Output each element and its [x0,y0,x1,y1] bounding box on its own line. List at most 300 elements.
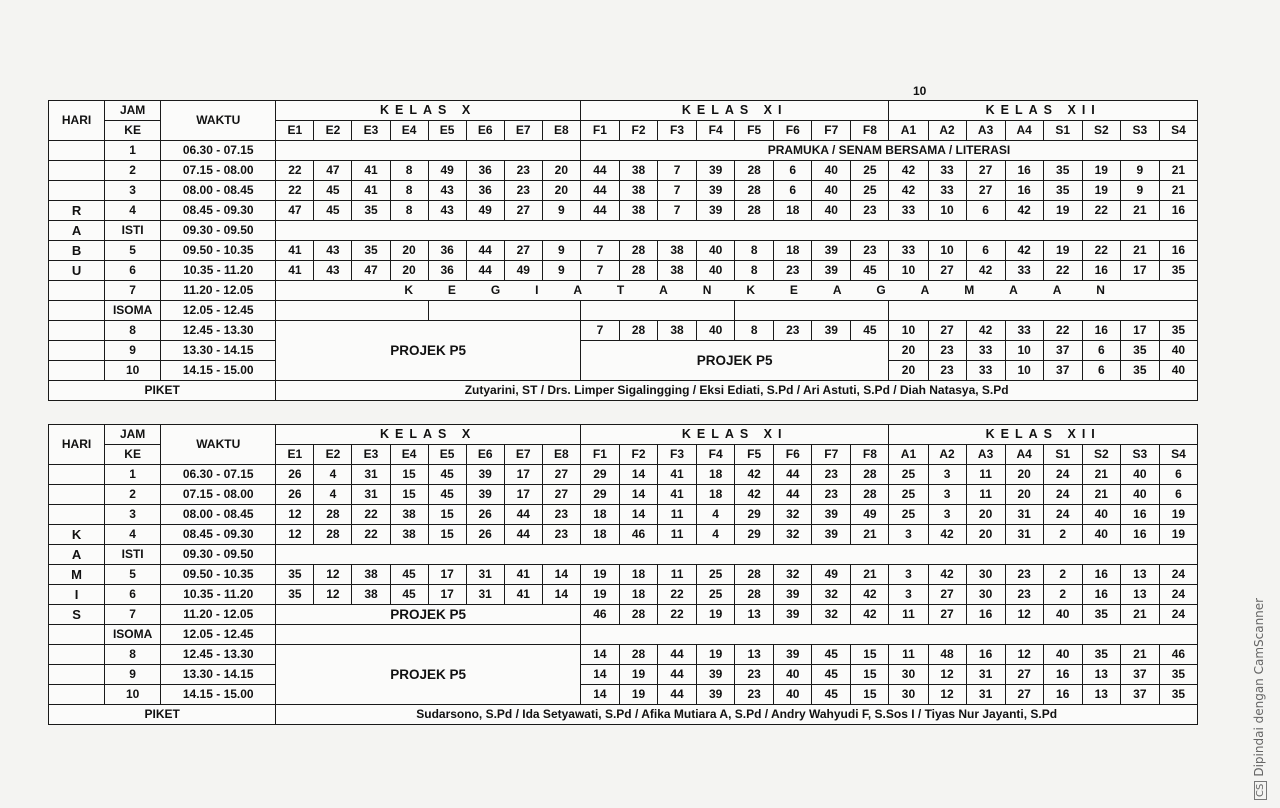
class-cell: 12 [314,585,352,605]
class-cell: 20 [390,261,428,281]
class-header: F6 [774,121,812,141]
day-letter-blank [49,645,105,665]
class-cell: 42 [851,585,889,605]
table-row [49,545,1198,565]
table-row [49,605,1198,625]
table-row [49,341,1198,361]
class-cell: 38 [619,181,657,201]
class-cell: 25 [851,181,889,201]
class-cell: 12 [1005,645,1043,665]
kegiatan-letter: A [659,283,668,297]
class-cell: 25 [889,465,928,485]
table-row [49,161,1198,181]
class-cell: 44 [504,525,542,545]
class-cell: 44 [774,485,812,505]
class-cell: 31 [466,565,504,585]
class-cell: 39 [812,241,851,261]
jam-ke: ISOMA [105,625,161,645]
jam-ke: ISTI [105,545,161,565]
class-cell: 8 [735,261,774,281]
class-cell: 26 [466,525,504,545]
waktu: 14.15 - 15.00 [161,361,276,381]
class-header: F7 [812,121,851,141]
table-row [49,381,1198,401]
class-cell: 14 [619,485,657,505]
day-letter-blank [49,181,105,201]
class-cell: 49 [428,161,466,181]
class-cell: 47 [352,261,390,281]
day-letter: A [49,545,105,565]
class-header: F5 [735,121,774,141]
class-cell: 44 [774,465,812,485]
kegiatan-letter: A [1009,283,1018,297]
class-cell: 17 [504,485,542,505]
class-cell: 38 [352,585,390,605]
kelas-xii-header: KELAS XII [889,101,1198,121]
class-cell: 44 [466,241,504,261]
kegiatan-letter: N [1096,283,1105,297]
class-cell: 28 [735,181,774,201]
class-cell: 16 [1005,161,1043,181]
class-cell: 16 [1005,181,1043,201]
class-header: E1 [276,445,314,465]
class-cell: 23 [812,465,851,485]
class-cell: 38 [619,201,657,221]
class-header: E6 [466,121,504,141]
class-header: S1 [1043,445,1082,465]
jam-ke: 5 [105,565,161,585]
jam-ke: 1 [105,465,161,485]
class-cell: 35 [1159,261,1197,281]
class-cell: 16 [1082,565,1120,585]
class-cell: 16 [1043,665,1082,685]
class-cell: 21 [851,565,889,585]
class-cell: 21 [1159,161,1197,181]
class-cell: 41 [352,181,390,201]
class-cell: 6 [1159,485,1197,505]
class-cell: 20 [966,525,1005,545]
waktu: 13.30 - 14.15 [161,665,276,685]
projek-p5-x: PROJEK P5 [276,645,581,705]
kegiatan-letter: A [920,283,930,297]
class-cell: 49 [812,565,851,585]
kegiatan-letter: K [404,283,414,297]
class-header: S4 [1159,121,1197,141]
class-cell: 41 [658,465,697,485]
class-cell: 39 [697,685,735,705]
class-cell: 3 [889,565,928,585]
class-cell: 14 [619,505,657,525]
class-cell: 23 [735,665,774,685]
class-cell: 42 [1005,241,1043,261]
class-cell: 23 [774,261,812,281]
class-cell: 11 [658,565,697,585]
class-cell: 29 [580,465,619,485]
class-cell: 4 [314,465,352,485]
kegiatan-letter: A [1052,283,1062,297]
class-cell: 40 [697,241,735,261]
table-row [49,565,1198,585]
class-cell: 30 [966,585,1005,605]
class-cell: 4 [697,525,735,545]
class-cell: 35 [1043,181,1082,201]
schedule-table-rabu [48,100,1198,401]
day-letter: A [49,221,105,241]
class-cell: 20 [542,181,580,201]
kegiatan-letter: A [832,283,842,297]
class-cell: 2 [1043,565,1082,585]
class-cell: 18 [619,585,657,605]
class-cell: 19 [697,645,735,665]
jam-ke: 9 [105,341,161,361]
day-letter-blank [49,141,105,161]
jam-header: JAM [105,425,161,445]
class-cell: 28 [735,161,774,181]
class-cell: 39 [466,485,504,505]
class-cell: 19 [619,665,657,685]
class-cell: 45 [812,665,851,685]
class-cell: 32 [774,525,812,545]
class-cell: 20 [889,341,928,361]
class-cell: 21 [1120,605,1159,625]
class-cell: 16 [1120,525,1159,545]
class-cell: 16 [1082,585,1120,605]
table-row [49,141,1198,161]
day-letter: I [49,585,105,605]
class-cell: 14 [619,465,657,485]
class-cell: 23 [1005,585,1043,605]
class-cell: 27 [504,241,542,261]
class-cell: 7 [658,181,697,201]
class-cell: 42 [966,261,1005,281]
class-cell: 10 [1005,341,1043,361]
day-letter: U [49,261,105,281]
class-cell: 33 [1005,321,1043,341]
class-cell: 39 [812,525,851,545]
kelas-xi-header: KELAS XI [580,425,889,445]
waktu: 11.20 - 12.05 [161,281,276,301]
class-cell: 18 [697,465,735,485]
class-cell: 21 [1082,485,1120,505]
class-cell: 24 [1159,565,1197,585]
class-cell: 11 [889,645,928,665]
class-header: A4 [1005,121,1043,141]
class-cell: 28 [735,585,774,605]
waktu: 11.20 - 12.05 [161,605,276,625]
class-cell: 16 [1082,321,1120,341]
class-cell: 27 [542,465,580,485]
class-cell: 47 [276,201,314,221]
isoma-cell [580,625,1197,645]
class-cell: 19 [1043,241,1082,261]
class-cell: 24 [1043,505,1082,525]
jam-header: JAM [105,101,161,121]
isoma-cell [735,301,889,321]
class-cell: 3 [889,585,928,605]
day-letter-blank [49,505,105,525]
class-cell: 22 [276,181,314,201]
class-cell: 42 [735,485,774,505]
class-cell: 42 [735,465,774,485]
class-cell: 6 [774,181,812,201]
class-cell: 25 [889,485,928,505]
jam-ke: 3 [105,181,161,201]
class-cell: 27 [542,485,580,505]
class-cell: 44 [658,685,697,705]
class-cell: 10 [928,201,966,221]
class-cell: 43 [314,261,352,281]
class-cell: 33 [889,201,928,221]
class-cell: 44 [658,665,697,685]
class-header: E3 [352,121,390,141]
class-cell: 12 [928,685,966,705]
class-cell: 49 [851,505,889,525]
class-cell: 20 [542,161,580,181]
class-cell: 31 [966,665,1005,685]
table-row [49,281,1198,301]
class-header: E1 [276,121,314,141]
class-cell: 48 [928,645,966,665]
class-cell: 33 [1005,261,1043,281]
class-cell: 37 [1043,341,1082,361]
class-cell: 8 [735,321,774,341]
class-cell: 16 [1120,505,1159,525]
class-cell: 36 [466,161,504,181]
kegiatan-letter: G [490,283,501,297]
class-cell: 35 [1159,665,1197,685]
class-cell: 36 [428,241,466,261]
day-letter-blank [49,341,105,361]
class-cell: 45 [314,181,352,201]
class-cell: 3 [928,465,966,485]
class-cell: 45 [851,321,889,341]
class-cell: 31 [352,485,390,505]
class-cell: 2 [1043,585,1082,605]
table-row [49,485,1198,505]
class-cell: 23 [851,241,889,261]
class-cell: 9 [542,261,580,281]
day-letter-blank [49,665,105,685]
class-cell: 35 [352,241,390,261]
jam-ke: 7 [105,281,161,301]
waktu: 13.30 - 14.15 [161,341,276,361]
jam-ke: 2 [105,161,161,181]
class-cell: 19 [1159,525,1197,545]
class-header: F3 [658,121,697,141]
class-cell: 8 [735,241,774,261]
class-header: F1 [580,121,619,141]
ke-header: KE [105,121,161,141]
class-cell: 45 [851,261,889,281]
class-cell: 11 [658,505,697,525]
class-cell: 18 [580,505,619,525]
class-cell: 22 [1082,241,1120,261]
class-header: A1 [889,121,928,141]
class-cell: 13 [1120,565,1159,585]
table-row [49,241,1198,261]
waktu: 07.15 - 08.00 [161,485,276,505]
class-header: S3 [1120,445,1159,465]
class-header: A2 [928,121,966,141]
class-cell: 32 [812,605,851,625]
day-letter-blank [49,281,105,301]
class-cell: 22 [1043,321,1082,341]
class-cell: 40 [1120,485,1159,505]
class-cell: 14 [580,645,619,665]
waktu: 08.00 - 08.45 [161,181,276,201]
jam-ke: 2 [105,485,161,505]
class-cell: 44 [658,645,697,665]
class-cell: 45 [314,201,352,221]
class-cell: 19 [1082,161,1120,181]
class-cell: 3 [928,505,966,525]
class-cell: 15 [851,645,889,665]
day-letter: R [49,201,105,221]
class-cell: 23 [735,685,774,705]
table-row [49,645,1198,665]
class-cell: 25 [697,585,735,605]
class-cell: 32 [812,585,851,605]
class-cell: 21 [1120,241,1159,261]
class-cell: 4 [697,505,735,525]
class-cell: 41 [658,485,697,505]
piket-label: PIKET [49,705,276,725]
class-header: A1 [889,445,928,465]
day-letter: S [49,605,105,625]
class-cell: 15 [390,465,428,485]
class-cell: 28 [619,605,657,625]
class-cell: 26 [276,485,314,505]
class-cell: 24 [1043,485,1082,505]
class-cell: 12 [314,565,352,585]
class-header: E8 [542,445,580,465]
day-letter-blank [49,485,105,505]
class-cell: 22 [1043,261,1082,281]
class-cell: 20 [390,241,428,261]
jam-ke: 4 [105,201,161,221]
class-cell: 23 [1005,565,1043,585]
class-cell: 6 [774,161,812,181]
waktu: 09.30 - 09.50 [161,545,276,565]
jam-ke: 8 [105,645,161,665]
piket-names: Zutyarini, ST / Drs. Limper Sigalingging / Eksi Ediati, S.Pd / Ari Astuti, S.Pd / Diah Natasya, S.Pd [276,381,1198,401]
waktu: 08.45 - 09.30 [161,201,276,221]
class-cell: 38 [619,161,657,181]
day-letter-blank [49,625,105,645]
class-cell: 19 [1082,181,1120,201]
isoma-cell [428,301,580,321]
class-cell: 45 [812,645,851,665]
class-header: F4 [697,121,735,141]
waktu-header: WAKTU [161,425,276,465]
class-cell: 8 [390,161,428,181]
class-cell: 21 [1120,645,1159,665]
class-cell: 10 [889,261,928,281]
page-number: 10 [913,84,927,98]
class-cell: 11 [966,465,1005,485]
kegiatan-letter: I [535,283,539,297]
class-cell: 14 [542,585,580,605]
class-header: E5 [428,121,466,141]
class-cell: 23 [774,321,812,341]
waktu: 09.30 - 09.50 [161,221,276,241]
jam-ke: 10 [105,361,161,381]
class-cell: 13 [1120,585,1159,605]
istirahat-cell [276,221,1198,241]
isoma-cell [276,301,428,321]
class-cell: 40 [812,161,851,181]
class-cell: 28 [314,505,352,525]
class-cell: 43 [314,241,352,261]
class-header: E4 [390,445,428,465]
class-cell: 28 [735,201,774,221]
class-cell: 38 [390,525,428,545]
class-cell: 22 [352,525,390,545]
waktu: 12.05 - 12.45 [161,625,276,645]
class-cell: 18 [774,241,812,261]
projek-p5-small: PROJEK P5 [276,605,581,625]
day-letter-blank [49,161,105,181]
jam-ke: 6 [105,261,161,281]
class-cell: 35 [352,201,390,221]
class-cell: 37 [1043,361,1082,381]
kegiatan-letter: G [876,283,886,297]
class-cell: 16 [1043,685,1082,705]
class-cell: 25 [697,565,735,585]
class-header: F4 [697,445,735,465]
class-cell: 17 [428,585,466,605]
class-cell: 8 [390,201,428,221]
class-header: F1 [580,445,619,465]
class-cell: 31 [1005,505,1043,525]
class-cell: 21 [1120,201,1159,221]
class-cell: 2 [1043,525,1082,545]
pramuka-cell: PRAMUKA / SENAM BERSAMA / LITERASI [580,141,1197,161]
jam-ke: 3 [105,505,161,525]
class-cell: 42 [889,181,928,201]
waktu: 08.45 - 09.30 [161,525,276,545]
table-row [49,221,1198,241]
class-cell: 45 [390,585,428,605]
class-cell: 35 [1159,321,1197,341]
class-cell: 49 [466,201,504,221]
class-cell: 40 [774,665,812,685]
day-letter-blank [49,361,105,381]
class-cell: 23 [504,161,542,181]
class-cell: 29 [580,485,619,505]
class-header: E7 [504,445,542,465]
kelas-xii-header: KELAS XII [889,425,1198,445]
class-cell: 27 [966,181,1005,201]
class-cell: 12 [1005,605,1043,625]
jam-ke: 8 [105,321,161,341]
class-cell: 9 [542,201,580,221]
class-cell: 20 [1005,465,1043,485]
kegiatan-letter: M [964,283,975,297]
class-cell: 40 [697,261,735,281]
class-cell: 26 [466,505,504,525]
class-cell: 23 [928,361,966,381]
class-cell: 39 [774,645,812,665]
class-cell: 41 [504,585,542,605]
class-header: E8 [542,121,580,141]
waktu: 12.45 - 13.30 [161,645,276,665]
class-cell: 38 [352,565,390,585]
class-cell: 29 [735,505,774,525]
class-header: S1 [1043,121,1082,141]
class-header: E3 [352,445,390,465]
camscanner-logo-icon: CS [1254,781,1267,800]
